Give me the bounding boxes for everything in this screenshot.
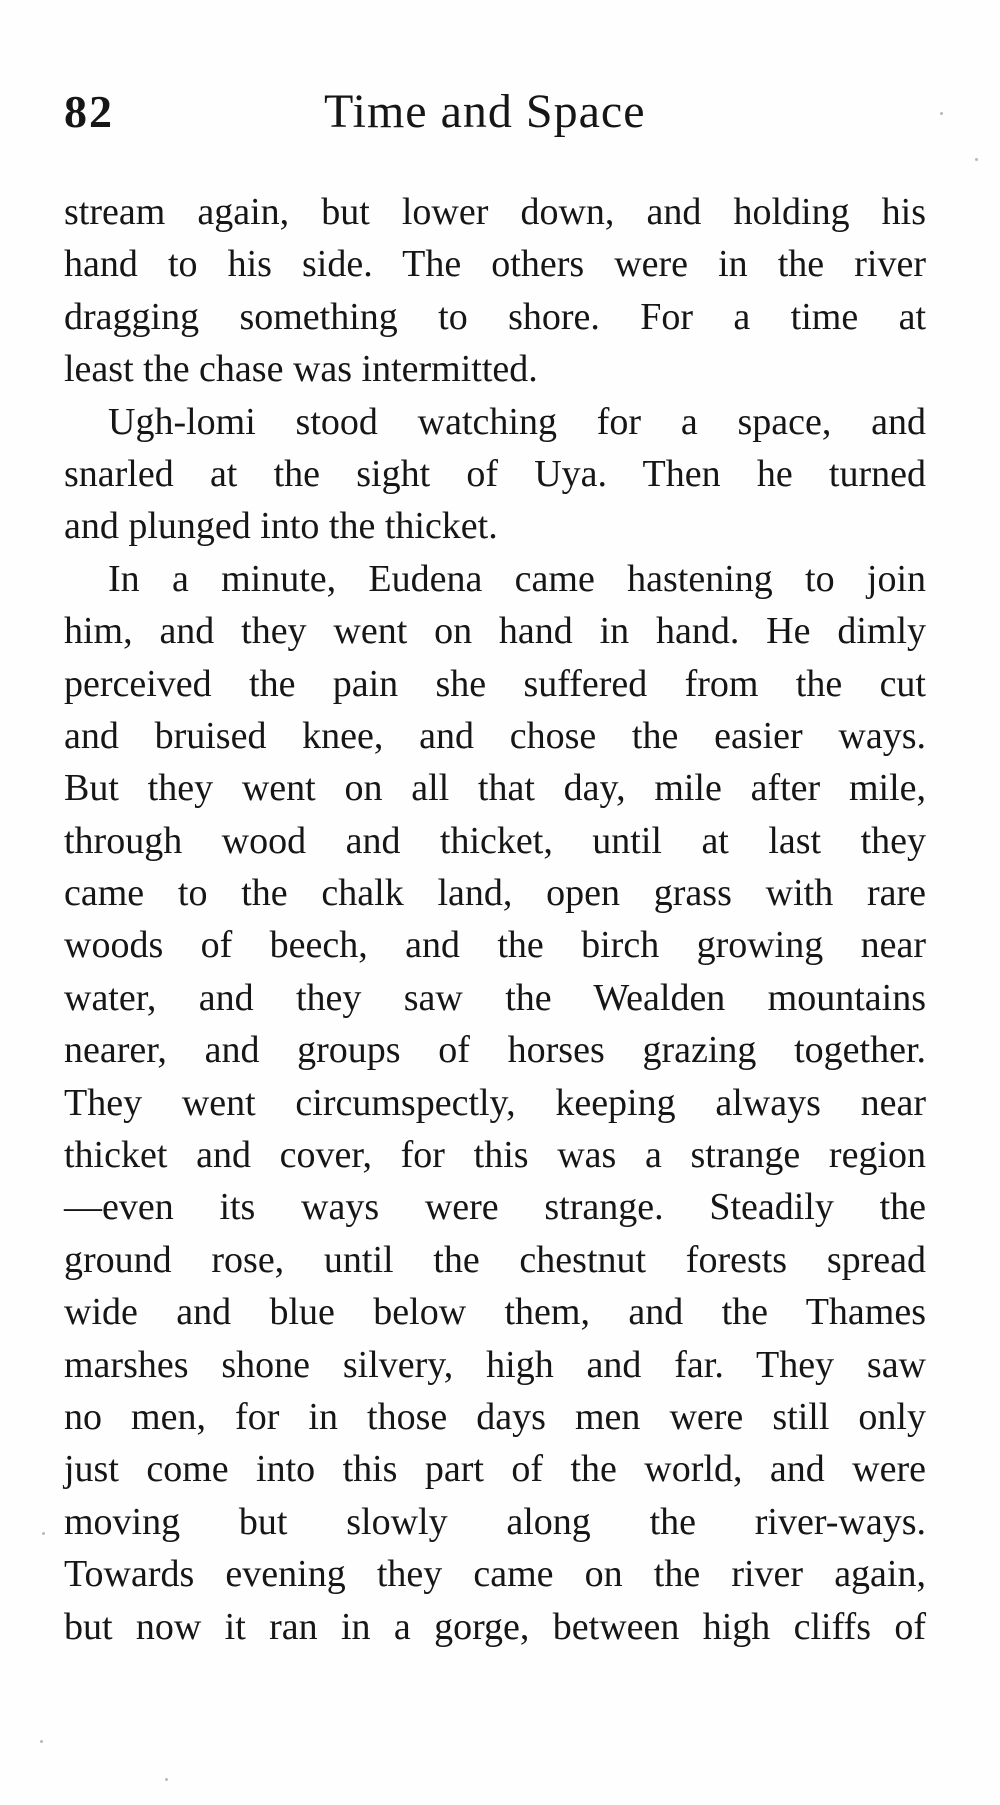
text-line: stream again, but lower down, and holding his <box>64 191 926 233</box>
scan-speck <box>42 1532 45 1535</box>
text-line: thicket and cover, for this was a strange region <box>64 1134 926 1177</box>
text-line: and plunged into the thicket. <box>64 505 498 548</box>
text-line: just come into this part of the world, and were <box>64 1448 926 1491</box>
scan-speck <box>40 1740 43 1743</box>
running-head <box>64 80 924 144</box>
text-line: least the chase was intermitted. <box>64 348 538 391</box>
scan-speck <box>940 112 943 115</box>
body-text <box>64 186 926 1653</box>
text-line: snarled at the sight of Uya. Then he turned <box>64 452 926 495</box>
text-line: but now it ran in a gorge, between high cliffs of <box>64 1605 926 1648</box>
text-line: came to the chalk land, open grass with rare <box>64 872 926 915</box>
text-line: ground rose, until the chestnut forests spread <box>64 1238 926 1281</box>
text-line: him, and they went on hand in hand. He dimly <box>64 610 926 653</box>
text-line: marshes shone silvery, high and far. They saw <box>64 1343 926 1386</box>
text-line: nearer, and groups of horses grazing together. <box>64 1029 926 1072</box>
text-line: wide and blue below them, and the Thames <box>64 1291 926 1334</box>
text-line: But they went on all that day, mile after mile, <box>64 767 926 810</box>
text-line: perceived the pain she suffered from the cut <box>64 662 926 705</box>
text-line: water, and they saw the Wealden mountains <box>64 976 926 1019</box>
scan-speck <box>165 1778 168 1781</box>
page-number: 82 <box>64 86 114 137</box>
text-line: moving but slowly along the river-ways. <box>64 1500 926 1543</box>
text-line: In a minute, Eudena came hastening to join <box>108 557 926 600</box>
text-line: dragging something to shore. For a time at <box>64 295 926 338</box>
text-line: —even its ways were strange. Steadily the <box>64 1186 926 1229</box>
text-line: hand to his side. The others were in the river <box>64 243 926 286</box>
text-line: no men, for in those days men were still only <box>64 1395 926 1438</box>
text-line: They went circumspectly, keeping always near <box>64 1081 926 1124</box>
text-line: woods of beech, and the birch growing near <box>64 924 926 967</box>
text-line: Towards evening they came on the river again, <box>64 1553 926 1596</box>
text-line: and bruised knee, and chose the easier ways. <box>64 714 926 757</box>
text-line: through wood and thicket, until at last they <box>64 819 926 862</box>
scan-speck <box>975 158 978 161</box>
page-title: Time and Space <box>324 85 646 138</box>
text-line: Ugh-lomi stood watching for a space, and <box>108 400 926 443</box>
